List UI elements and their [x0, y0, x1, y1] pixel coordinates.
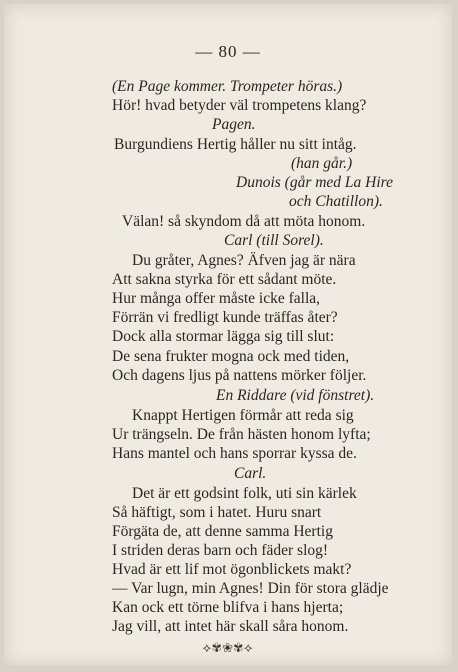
stage-direction: och Chatillon).	[289, 193, 383, 210]
verse-line: Förrän vi fredligt kunde träffas åter?	[112, 309, 338, 326]
verse-line: Hans mantel och hans sporrar kyssa de.	[112, 445, 357, 462]
verse-line: De sena frukter mogna ock med tiden,	[112, 348, 350, 365]
speaker-name: En Riddare (vid fönstret).	[216, 387, 375, 404]
verse-line: Hur många offer måste icke falla,	[112, 290, 321, 307]
speaker-name: Pagen.	[212, 116, 256, 133]
verse-line: Dock alla stormar läggа sig till slut:	[112, 328, 335, 345]
verse-line: Hör! hvad betyder väl trompetens klang?	[112, 97, 367, 114]
stage-direction: (En Page kommer. Trompeter höras.)	[112, 78, 343, 95]
verse-line: Och dagens ljus på nattens mörker följer.	[112, 367, 367, 384]
verse-line: Jag vill, att intet här skall såra honom.	[112, 618, 349, 635]
verse-line: I striden deras barn och fäder slog!	[112, 542, 329, 559]
book-page	[4, 4, 452, 666]
verse-line: Du gråter, Agnes? Äfven jag är nära	[132, 252, 356, 269]
verse-line: Så häftigt, som i hatet. Huru snart	[112, 504, 322, 521]
verse-line: Kan ock ett törne blifva i hans hjerta;	[112, 599, 344, 616]
verse-line: Ur trängseln. De från hästen honom lyfta;	[112, 426, 371, 443]
speaker-name: Dunois (går med La Hire	[236, 174, 394, 191]
verse-line: Att sakna styrka för ett sådant möte.	[112, 271, 337, 288]
verse-line: Förgäta de, att denne samma Hertig	[112, 523, 333, 540]
verse-line: Det är ett godsint folk, uti sin kärlek	[132, 485, 357, 502]
verse-line: Välan! så skyndom då att möta honom.	[122, 213, 366, 230]
verse-line: — Var lugn, min Agnes! Din för stora glädje	[112, 580, 389, 597]
ornament-icon: ⟡✾❀✾⟡	[202, 640, 254, 655]
stage-direction: (han går.)	[291, 155, 353, 172]
page-number: — 80 —	[195, 42, 261, 61]
verse-line: Hvad är ett lif mot ögonblickets makt?	[112, 561, 352, 578]
verse-line: Burgundiens Hertig håller nu sitt intåg.	[114, 136, 357, 153]
speaker-name: Carl (till Sorel).	[224, 232, 324, 249]
verse-line: Knappt Hertigen förmår att reda sig	[132, 407, 354, 424]
speaker-name: Carl.	[234, 465, 267, 482]
